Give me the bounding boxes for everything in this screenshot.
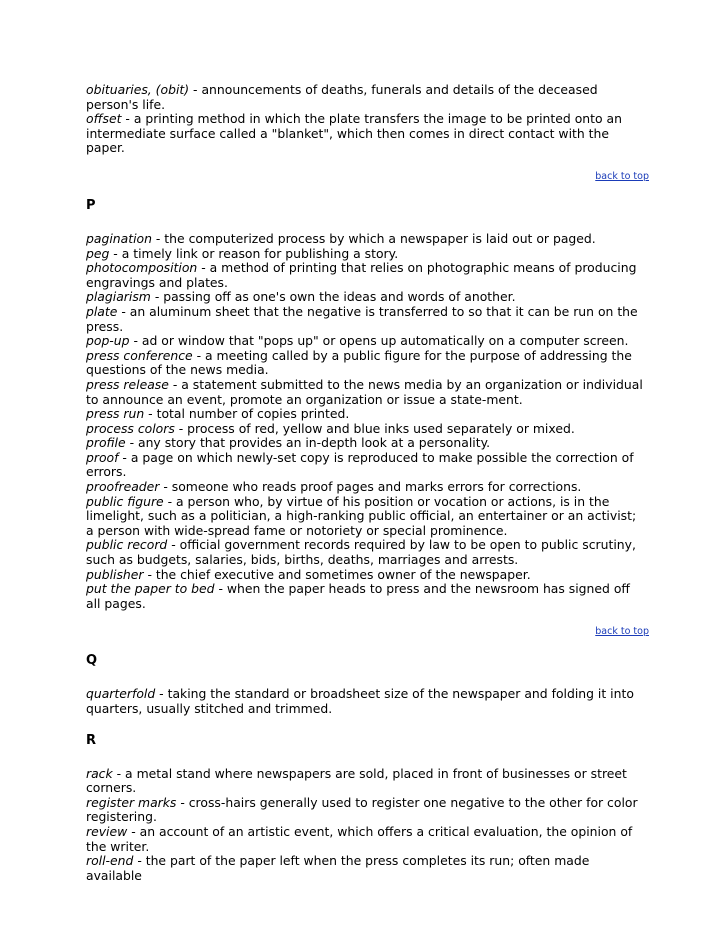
entry-definition: - someone who reads proof pages and marks errors for corrections. — [159, 479, 582, 495]
entry-term: rack — [86, 765, 113, 781]
entry-definition: - a metal stand where newspapers are sold, placed in front of businesses or street corners. — [86, 765, 627, 796]
entry-term: pagination — [86, 230, 152, 246]
glossary-entry — [86, 796, 646, 825]
entry-term: roll-end — [86, 853, 134, 869]
glossary-entry — [86, 305, 646, 334]
glossary-entry — [86, 407, 646, 422]
entry-term: photocomposition — [86, 260, 198, 276]
glossary-page — [86, 82, 649, 883]
glossary-entry — [86, 247, 646, 262]
entry-term: press release — [86, 376, 169, 392]
glossary-entry — [86, 480, 646, 495]
entry-definition: - a page on which newly-set copy is reproduced to make possible the correction of errors. — [86, 449, 634, 480]
glossary-entry — [86, 349, 646, 378]
entry-definition: - cross-hairs generally used to register one negative to the other for color registering. — [86, 794, 638, 825]
entry-term: proof — [86, 449, 119, 465]
entry-term: review — [86, 823, 128, 839]
entry-definition: - passing off as one's own the ideas and words of another. — [150, 289, 516, 305]
entry-term: public record — [86, 537, 168, 553]
entry-term: put the paper to bed — [86, 581, 215, 597]
glossary-entry — [86, 825, 646, 854]
glossary-entry — [86, 422, 646, 437]
glossary-entry — [86, 378, 646, 407]
glossary-entry — [86, 290, 646, 305]
glossary-entry — [86, 334, 646, 349]
entry-term: offset — [86, 111, 122, 127]
section-heading-q: Q — [86, 653, 98, 669]
back-to-top-link[interactable]: back to top — [595, 626, 649, 638]
entry-definition: - official government records required by law to be open to public scrutiny, such as budgets, salaries, bids, births, deaths, marriages and arrests. — [86, 537, 636, 568]
section-q-entries — [86, 687, 646, 716]
entry-definition: - ad or window that "pops up" or opens up automatically on a computer screen. — [129, 333, 629, 349]
glossary-entry — [86, 687, 646, 716]
section-r-entries — [86, 767, 646, 884]
entry-term: peg — [86, 245, 110, 261]
entry-definition: - taking the standard or broadsheet size of the newspaper and folding it into quarters, usually stitched and trimmed. — [86, 686, 634, 716]
glossary-entry — [86, 83, 646, 112]
glossary-entry — [86, 767, 646, 796]
entry-definition: - the chief executive and sometimes owner of the newspaper. — [143, 566, 531, 582]
section-p-entries — [86, 232, 646, 611]
section-heading-p: P — [86, 197, 96, 213]
entry-term: register marks — [86, 794, 177, 810]
entry-definition: - an account of an artistic event, which offers a critical evaluation, the opinion of the writer. — [86, 823, 633, 854]
entry-definition: - a meeting called by a public figure for the purpose of addressing the questions of the news media. — [86, 347, 632, 378]
entry-definition: - a timely link or reason for publishing a story. — [109, 245, 399, 261]
entry-definition: - any story that provides an in-depth look at a personality. — [125, 435, 491, 451]
entry-term: press run — [86, 406, 145, 422]
glossary-entry — [86, 538, 646, 567]
back-to-top-row — [86, 626, 649, 638]
entry-definition: - when the paper heads to press and the newsroom has signed off all pages. — [86, 581, 630, 611]
back-to-top-row — [86, 171, 649, 183]
entry-term: quarterfold — [86, 686, 156, 702]
glossary-entry — [86, 568, 646, 583]
entry-definition: - total number of copies printed. — [144, 406, 350, 422]
glossary-entry — [86, 261, 646, 290]
entry-definition: - process of red, yellow and blue inks used separately or mixed. — [174, 420, 575, 436]
section-o-entries — [86, 83, 646, 156]
entry-term: publisher — [86, 566, 144, 582]
glossary-entry — [86, 232, 646, 247]
entry-definition: - the computerized process by which a newspaper is laid out or paged. — [151, 230, 596, 246]
entry-term: proofreader — [86, 479, 160, 495]
entry-definition: - announcements of deaths, funerals and details of the deceased person's life. — [86, 82, 598, 112]
entry-definition: - a method of printing that relies on photographic means of producing engravings and plates. — [86, 260, 637, 290]
entry-definition: - the part of the paper left when the press completes its run; often made available — [86, 853, 590, 883]
entry-term: process colors — [86, 420, 175, 436]
entry-term: press conference — [86, 347, 193, 363]
entry-term: plagiarism — [86, 289, 151, 305]
glossary-entry — [86, 854, 646, 883]
section-heading-r: R — [86, 732, 97, 748]
entry-term: profile — [86, 435, 126, 451]
back-to-top-link[interactable]: back to top — [595, 170, 649, 182]
glossary-entry — [86, 436, 646, 451]
entry-definition: - an aluminum sheet that the negative is transferred to so that it can be run on the press. — [86, 303, 638, 334]
glossary-entry — [86, 112, 646, 156]
glossary-entry — [86, 495, 646, 539]
entry-definition: - a statement submitted to the news media by an organization or individual to announce an event, promote an organization or issue a state-ment. — [86, 376, 643, 407]
entry-term: obituaries, (obit) — [86, 82, 190, 97]
entry-term: public figure — [86, 493, 164, 509]
glossary-entry — [86, 582, 646, 611]
entry-definition: - a printing method in which the plate transfers the image to be printed onto an intermediate surface called a "blanket", which then comes in direct contact with the paper. — [86, 111, 622, 156]
entry-definition: - a person who, by virtue of his position or vocation or actions, is in the limelight, such as a politician, a high-ranking public official, an entertainer or an activist; a person with wide-spread fame or notoriety or special prominence. — [86, 493, 637, 538]
entry-term: plate — [86, 303, 118, 319]
glossary-entry — [86, 451, 646, 480]
entry-term: pop-up — [86, 333, 130, 349]
